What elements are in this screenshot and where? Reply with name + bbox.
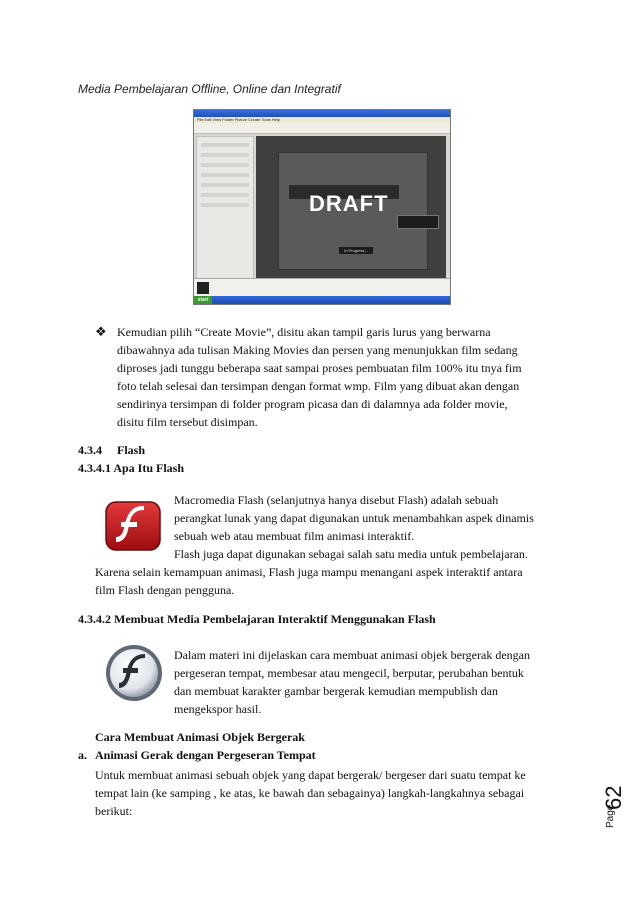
subsection-title-2: 4.3.4.2 Membuat Media Pembelajaran Interaktif Menggunakan Flash <box>78 612 436 626</box>
text-line: mengekspor hasil. <box>174 702 262 716</box>
page-number <box>597 770 637 830</box>
page-label: Page <box>605 804 616 828</box>
text-line: sebuah web atau membuat film animasi interaktif. <box>174 529 415 543</box>
window-bottom-bar <box>194 278 450 297</box>
text-line: diproses jadi tunggu beberapa saat sampai proses pembuatan film 100% itu tnya fim <box>117 361 522 375</box>
page-number-value: 62 <box>601 785 626 810</box>
subsection-title: 4.3.4.1 Apa Itu Flash <box>78 461 185 475</box>
media-paragraph <box>174 646 561 718</box>
subheading-a: Animasi Gerak dengan Pergeseran Tempat <box>95 748 316 762</box>
flash-paragraph-2 <box>95 563 561 599</box>
section-title: Flash <box>117 443 146 457</box>
text-line: dibawahnya ada tulisan Making Movies dan persen yang menunjukkan film sedang <box>117 343 518 357</box>
text-line: film Flash dengan pengguna. <box>95 583 235 597</box>
window-sidebar <box>196 136 254 280</box>
selected-thumbnail <box>197 282 209 294</box>
section-number: 4.3.4 <box>78 443 102 457</box>
subheading-cara: Cara Membuat Animasi Objek Bergerak <box>95 730 305 744</box>
tooltip-box <box>397 215 439 229</box>
window-menubar: File Edit View Folder Picture Create Tools Help <box>194 117 450 123</box>
list-letter: a. <box>78 748 87 762</box>
flash-player-icon <box>104 643 164 703</box>
progress-label: In Progress... <box>339 247 373 254</box>
bullet-paragraph <box>117 323 561 431</box>
text-line: Untuk membuat animasi sebuah objek yang dapat bergerak/ bergeser dari suatu tempat ke <box>95 768 526 782</box>
final-paragraph <box>95 766 561 820</box>
text-line: Dalam materi ini dijelaskan cara membuat animasi objek bergerak dengan <box>174 648 530 662</box>
movie-preview <box>278 152 428 270</box>
movie-stage <box>256 136 446 278</box>
windows-taskbar <box>194 296 450 304</box>
text-line: Kemudian pilih “Create Movie”, disitu akan tampil garis lurus yang berwarna <box>117 325 491 339</box>
draft-label: DRAFT <box>309 191 389 216</box>
running-header: Media Pembelajaran Offline, Online dan Integratif <box>78 82 341 96</box>
text-line: foto telah selesai dan tersimpan dengan format wmp. Film yang dibuat akan dengan <box>117 379 520 393</box>
text-line: berikut: <box>95 804 133 818</box>
window-titlebar <box>194 110 450 117</box>
picasa-screenshot <box>193 109 451 305</box>
text-line: pergeseran tempat, membesar atau mengecil, berputar, perubahan bentuk <box>174 666 524 680</box>
text-line: tempat lain (ke samping , ke atas, ke bawah dan sebagainya) langkah-langkahnya sebagai <box>95 786 525 800</box>
flash-paragraph-1 <box>174 491 561 563</box>
text-line: Karena selain kemampuan animasi, Flash juga mampu menangani aspek interaktif antara <box>95 565 523 579</box>
text-line: sendirinya tersimpan di folder program picasa dan di dalamnya ada folder movie, <box>117 397 508 411</box>
flash-logo-icon <box>104 500 162 552</box>
text-line: dan membuat karakter gambar bergerak kemudian mempublish dan <box>174 684 498 698</box>
text-line: disitu film tersebut disimpan. <box>117 415 258 429</box>
text-line: Flash juga dapat digunakan sebagai salah satu media untuk pembelajaran. <box>174 547 528 561</box>
text-line: perangkat lunak yang dapat digunakan untuk menambahkan aspek dinamis <box>174 511 534 525</box>
text-line: Macromedia Flash (selanjutnya hanya disebut Flash) adalah sebuah <box>174 493 499 507</box>
start-button: start <box>194 296 212 304</box>
diamond-bullet-icon: ❖ <box>95 324 107 339</box>
window-toolbar <box>194 123 450 134</box>
